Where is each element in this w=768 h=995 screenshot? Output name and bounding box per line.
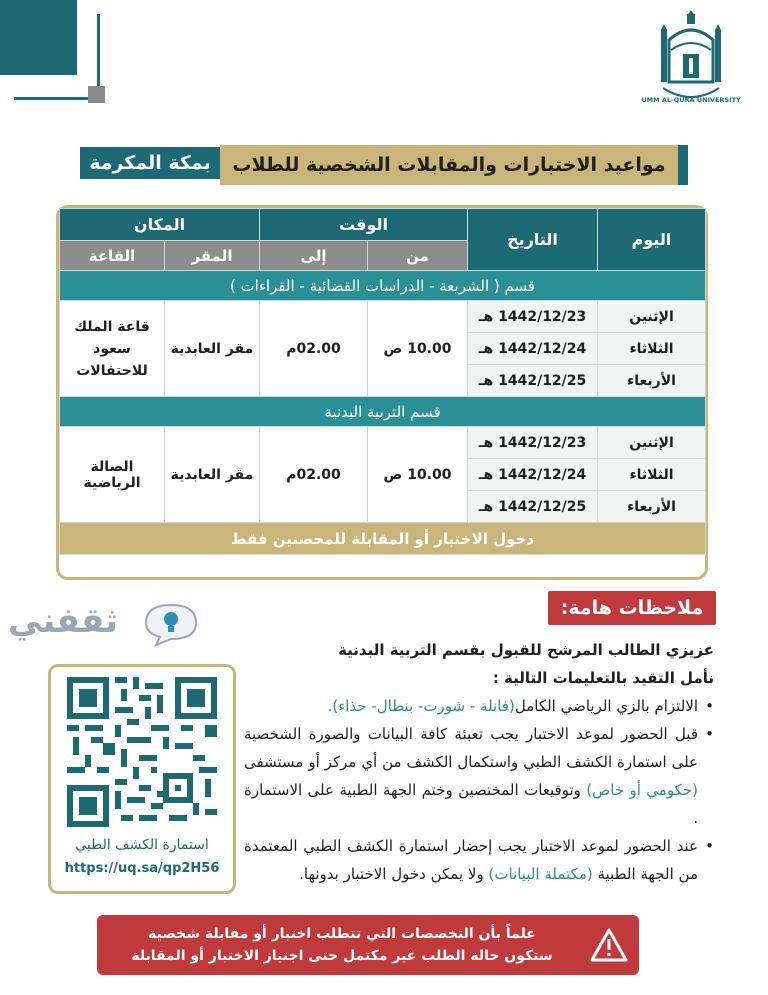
row-date: 1442/12/24 هـ [468,333,598,365]
row-hq: مقر العابدية [165,301,260,397]
row-date: 1442/12/25 هـ [468,365,598,397]
warning-icon [579,915,639,975]
header-time: الوقت [260,209,468,241]
header-date: التاريخ [468,209,598,271]
corner-decoration-square [88,86,105,103]
row-hall: الصالة الرياضية [60,427,165,523]
row-day: الثلاثاء [598,333,706,365]
header-place: المكان [60,209,260,241]
lightbulb-icon [138,601,204,647]
row-from: 10.00 ص [368,301,468,397]
notes-heading: ملاحظات هامة: [548,591,716,625]
page-title [80,145,688,185]
note-highlight: (حكومي أو خاص) [586,781,698,799]
note-text: قبل الحضور لموعد الاختبار يجب تعبئة كافة البيانات والصورة الشخصية على استمارة الكشف الطبي واستكمال الكشف من أي مركز أو مستشفى [244,725,698,771]
title-accent-bar [678,145,688,185]
note-text: ولا يمكن دخول الاختبار بدونها. [299,865,489,883]
list-item [244,832,714,888]
table-footer-note: دخول الاختبار أو المقابلة للمحصنين فقط [60,523,706,555]
university-name: UMM AL-QURA UNIVERSITY [641,96,741,104]
list-item [244,720,714,832]
alert-banner [97,915,639,975]
header-hq: المقر [165,241,260,271]
header-to: إلى [260,241,368,271]
qr-url-link[interactable]: https://uq.sa/qp2H56 [64,861,220,876]
row-day: الأربعاء [598,365,706,397]
title-main: مواعيد الاختبارات والمقابلات الشخصية للطلاب [220,145,678,185]
watermark [8,597,208,653]
alert-line: ستكون حالة الطلب غير مكتمل حتى اجتياز الاختبار أو المقابلة [131,948,553,964]
row-from: 10.00 ص [368,427,468,523]
row-day: الأربعاء [598,491,706,523]
schedule-table [56,205,708,580]
note-text: عند الحضور لموعد الاختبار يجب إحضار استمارة الكشف الطبي المعتمدة من الجهة الطبية [244,837,698,883]
row-day: الثلاثاء [598,459,706,491]
row-to: 02.00م [260,427,368,523]
row-hall: قاعة الملك سعود للاحتفالات [60,301,165,397]
alert-text [97,923,579,967]
section-title: قسم التربية البدنية [60,397,706,427]
row-date: 1442/12/24 هـ [468,459,598,491]
qr-code[interactable] [67,677,217,827]
university-logo [641,10,741,116]
watermark-text: ثقفني [8,601,118,641]
section-title: قسم ( الشريعة - الدراسات القضائية - القراءات ) [60,271,706,301]
note-highlight: (مكتملة البيانات) [488,865,593,883]
note-highlight: (فانلة - شورت- بنطال- حذاء). [327,697,515,715]
row-to: 02.00م [260,301,368,397]
alert-line: علماً بأن التخصصات التي تتطلب اختبار أو مقابلة شخصية [148,926,536,942]
header-from: من [368,241,468,271]
notes-instruction: نأمل التقيد بالتعليمات التالية : [492,669,714,687]
list-item [244,692,714,720]
row-date: 1442/12/25 هـ [468,491,598,523]
title-city: بمكة المكرمة [80,147,220,179]
qr-label: استمارة الكشف الطبي [75,837,209,853]
header-hall: القاعة [60,241,165,271]
note-text: وتوقيعات المختصين وختم الجهة الطبية على الاستمارة . [244,781,698,827]
row-date: 1442/12/23 هـ [468,301,598,333]
row-day: الإثنين [598,301,706,333]
row-date: 1442/12/23 هـ [468,427,598,459]
notes-body [244,636,714,888]
header-day: اليوم [598,209,706,271]
note-text: الالتزام بالزي الرياضي الكامل [514,697,698,715]
notes-intro: عزيزي الطالب المرشح للقبول بقسم التربية البدنية [338,641,714,659]
row-hq: مقر العابدية [165,427,260,523]
row-day: الإثنين [598,427,706,459]
qr-card[interactable] [48,664,236,894]
